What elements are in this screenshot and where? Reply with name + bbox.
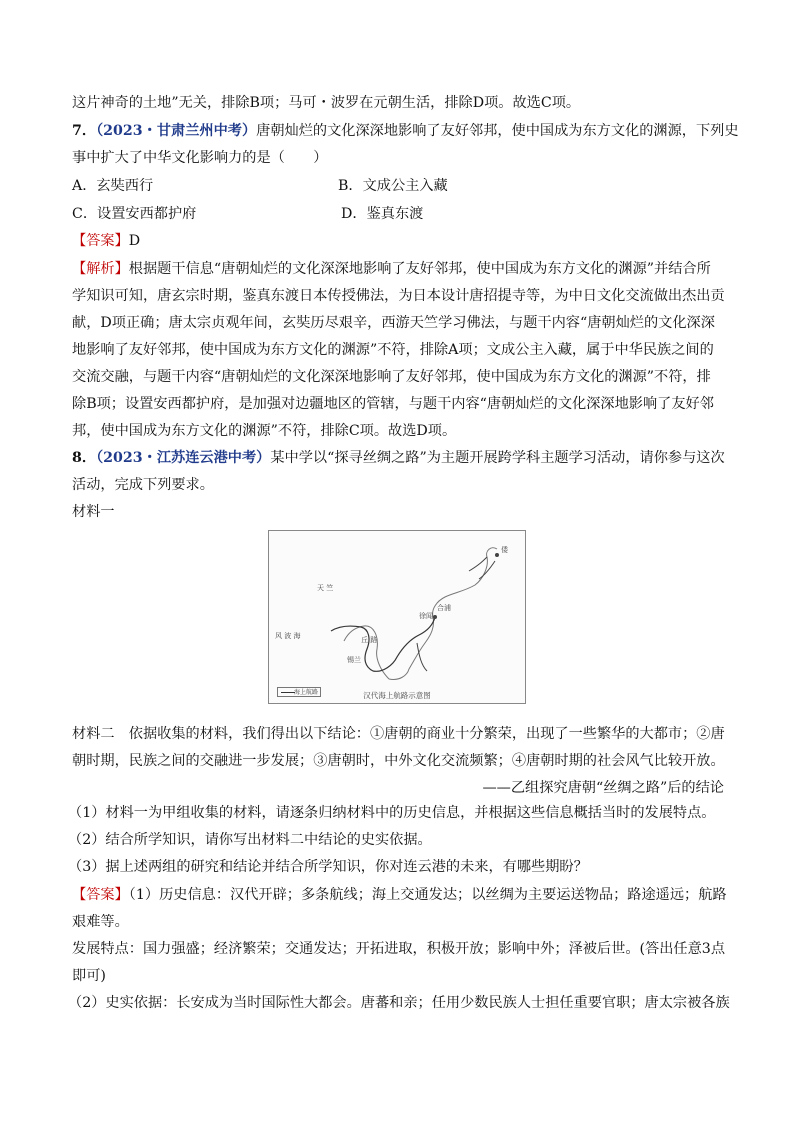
option-a: A．玄奘西行 [72,178,154,194]
question-source: （2023・甘肃兰州中考） [96,123,257,139]
answer-8-line-2: 艰难等。 [72,914,129,930]
question-7-line-1 [72,120,739,142]
answer-tag: 【答案】 [72,233,129,249]
analysis-line-5: 交流交融，与题干内容“唐朝灿烂的文化深深地影响了友好邻邦，使中国成为东方文化的渊源”不符，排 [72,369,711,385]
analysis-line-4: 地影响了友好邻邦，使中国成为东方文化的渊源”不符，排除A项；文成公主入藏，属于中华民族之间的 [72,342,714,358]
material-2-line-1: 材料二 依据收集的材料，我们得出以下结论：①唐朝的商业十分繁荣，出现了一些繁华的大都市；②唐 [72,726,725,742]
sub-question-3: （3）据上述两组的研究和结论并结合所学知识，你对连云港的未来，有哪些期盼？ [68,859,588,875]
map-figure [268,530,526,704]
answer-8-line-3: 发展特点：国力强盛；经济繁荣；交通发达；开拓进取，积极开放；影响中外；泽被后世。(答出任意3点 [72,941,726,957]
question-text: 唐朝灿烂的文化深深地影响了友好邻邦，使中国成为东方文化的渊源，下列史 [256,123,739,139]
map-label: 天 竺 [317,584,334,592]
map-caption: 汉代海上航路示意图 [363,691,431,700]
question-number: 8． [72,450,97,466]
city-marker [433,615,437,619]
sea-route-east [469,557,495,579]
text-line: 这片神奇的土地”无关，排除B项；马可・波罗在元朝生活，排除D项。故选C项。 [72,95,581,111]
city-marker [495,553,499,557]
analysis-line-2: 学知识可知，唐玄宗时期，鉴真东渡日本传授佛法，为日本设计唐招提寺等，为中日文化交流做出杰出贡 [72,288,725,304]
question-8-line-2: 活动，完成下列要求。 [72,477,214,493]
material-1-label: 材料一 [72,504,115,520]
map-label: 合浦 [437,604,451,612]
question-source: （2023・江苏连云港中考） [96,450,271,466]
question-8-line-1 [72,447,724,469]
analysis-line-6: 除B项；设置安西都护府，是加强对边疆地区的管辖，与题干内容“唐朝灿烂的文化深深地影响了友好邻 [72,396,714,412]
answer-line [72,230,724,252]
answer-value: D [128,233,141,249]
option-d: D．鉴真东渡 [341,206,424,222]
sub-question-2: （2）结合所学知识，请你写出材料二中结论的史实依据。 [68,832,432,848]
sub-question-1: （1）材料一为甲组收集的材料，请逐条归纳材料中的历史信息，并根据这些信息概括当时的发展特点。 [68,805,716,821]
analysis-text: 根据题干信息“唐朝灿烂的文化深深地影响了友好邻邦，使中国成为东方文化的渊源”并结合所 [128,261,711,277]
map-label: 风 波 海 [275,632,301,640]
map-legend: 海上航路 [277,687,321,697]
map-drawing [269,531,525,703]
analysis-line-3: 献，D项正确；唐太宗贞观年间，玄奘历尽艰辛，西游天竺学习佛法，与题干内容“唐朝灿烂的文化深深 [72,315,715,331]
map-label: 锡兰 [347,656,361,664]
map-label: 丘 路 [361,636,378,644]
answer-text: （1）历史信息：汉代开辟；多条航线；海上交通发达；以丝绸为主要运送物品；路途遥远；航路 [128,887,727,903]
answer-tag: 【答案】 [72,887,129,903]
question-7-line-2: 事中扩大了中华文化影响力的是（ ） [72,150,328,166]
answer-8-line-4: 即可) [72,968,106,984]
option-b: B．文成公主入藏 [338,178,448,194]
answer-8-line-5: （2）史实依据：长安成为当时国际性大都会。唐蕃和亲；任用少数民族人士担任重要官职；唐太宗被各族 [68,995,730,1011]
map-label: 徐闻 [419,612,433,620]
option-c: C．设置安西都护府 [72,206,197,222]
material-2-source: ——乙组探究唐朝“丝绸之路”后的结论 [482,780,724,796]
answer-8-line-1 [72,884,727,906]
map-label: 倭 [501,546,508,554]
analysis-line-1 [72,258,724,280]
question-number: 7． [72,123,97,139]
analysis-line-7: 邦，使中国成为东方文化的渊源”不符，排除C项。故选D项。 [72,423,457,439]
question-text: 某中学以“探寻丝绸之路”为主题开展跨学科主题学习活动，请你参与这次 [270,450,725,466]
analysis-tag: 【解析】 [72,261,129,277]
material-2-line-2: 朝时期，民族之间的交融进一步发展；③唐朝时，中外文化交流频繁；④唐朝时期的社会风气比较开放。 [72,753,725,769]
